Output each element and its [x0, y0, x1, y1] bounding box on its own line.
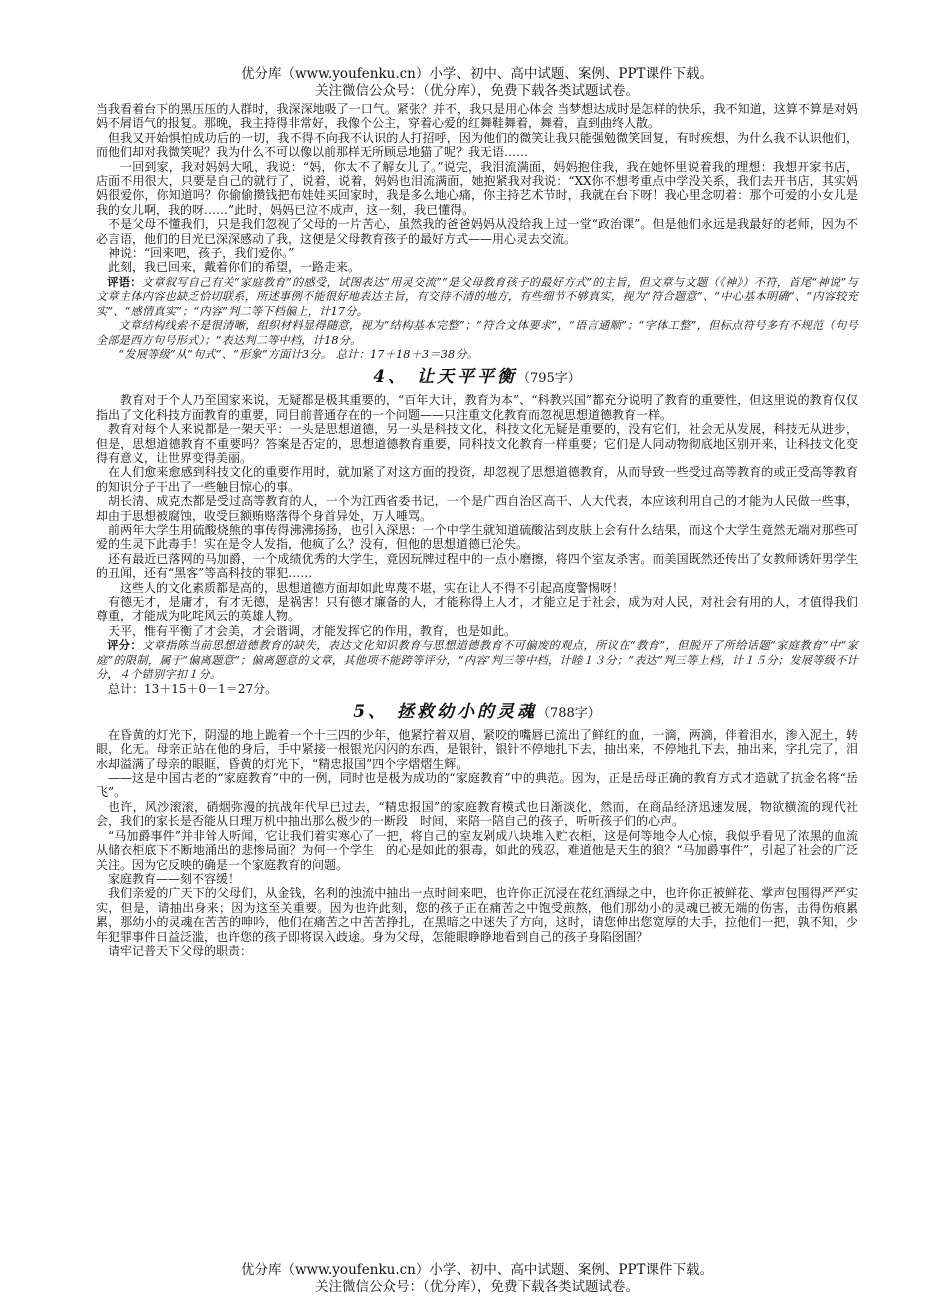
paragraph: “马加爵事件”并非耸人听闻，它让我们着实寒心了一把，将自己的室友剁成八块堆入贮衣柜，这是何等地令人心惊，我似乎看见了浓黑的血流从储衣柜底下不断地涌出的悲惨局面？为何一个学生 的心是如此的狠毒，如此的残忍，难道他是天生的狼？“马加爵事件”，引起了社会的广泛关注。因为它反映的确是一个家庭教育的问题。 — [96, 828, 858, 872]
paragraph: 当我看着台下的黑压压的人群时，我深深地吸了一口气。紧张？并不，我只是用心体会 当梦想达成时是怎样的快乐，我不知道，这算不算是对妈妈不屑语气的报复。那晚，我主持得非常好，我像个公主，穿着心爱的红舞鞋舞着，舞着，直到曲终人散。 — [96, 102, 858, 131]
page-header — [96, 66, 858, 100]
paragraph: 有德无才，是庸才，有才无德，是祸害！只有德才廉备的人，才能称得上人才，才能立足于社会，成为对人民，对社会有用的人，才值得我们尊重，才能成为叱咤风云的英雄人物。 — [96, 595, 858, 624]
comment-block: 文章结构线索不是很清晰，组织材料显得随意，视为“结构基本完整”；“符合文体要求”，“语言通顺”；“字体工整”，但标点符号多有不规范（句号全部是西方句号形式）；“表达判二等中档，计18分。 — [96, 319, 858, 347]
comment-text: 文章指陈当前思想道德教育的缺失，表达文化知识教育与思想道德教育不可偏废的观点，所议在“教育”，但脱开了所给话题“家庭教育”中“家庭”的限制，属于“偏离题意”；偏离题意的文章，其他项不能跨等评分，“内容’判三等中档，计睦１３分；“表达”判三等上档，计１５分；发展等级不计分，４个错别字扣１分。 — [96, 639, 858, 682]
paragraph: 不是父母不懂我们，只是我们忽视了父母的一片苦心，虽然我的爸爸妈妈从没给我上过一堂“政治课”。但是他们永远是我最好的老师，因为不必言语，他们的目光已深深感动了我，这便是父母教育孩子的最好方式——用心灵去交流。 — [96, 217, 858, 246]
paragraph: 但我又开始惧怕成功后的一切，我不得不向我不认识的人打招呼，因为他们的微笑让我只能强勉微笑回复，有时疾想，为什么我不认识他们，而他们却对我微笑呢？我为什么不可以像以前那样无所顾忌地猫了呢？我无语…… — [96, 130, 858, 160]
header-line-1: 优分库（www.youfenku.cn）小学、初中、高中试题、案例、PPT课件下载。 — [240, 66, 714, 82]
footer-line-1: 优分库（www.youfenku.cn）小学、初中、高中试题、案例、PPT课件下载。 — [240, 1262, 714, 1278]
title-text: 5、 拯救幼小的灵魂 — [353, 701, 537, 722]
title-text: 4、 让天平平衡 — [373, 367, 517, 388]
paragraph: ——这是中国古老的“家庭教育”中的一例，同时也是极为成功的“家庭教育”中的典范。因为，正是岳母正确的教育方式才造就了抗金名将“岳飞”。 — [96, 771, 858, 800]
score-total: 总计：13＋15＋0－1＝27分。 — [108, 682, 278, 697]
paragraph: 我们亲爱的广天下的父母们，从金钱，名利的浊流中抽出一点时间来吧，也许你正沉浸在花红酒绿之中，也许你正被鲜花、掌声包围得严严实实，但是，请抽出身来；因为这至关重要。因为也许此刻，您的孩子正在痛苦之中饱受煎熬，他们那幼小的灵魂已被无端的伤害，击得伤痕累累，那幼小的灵魂在苦苦的呻吟，他们在痛苦之中苦苦挣扎，在黑暗之中迷失了方向，这时，请您伸出您宽厚的大手，拉他们一把，孰不知，少年犯罪事件日益泛滥，也许您的孩子即将误入歧途。身为父母，怎能眼睁睁地看到自己的孩子身陷囹圄？ — [96, 886, 858, 944]
paragraph: 教育对每个人来说都是一架天平：一头是思想道德，另一头是科技文化，科技文化无疑是重要的，没有它们，社会无从发展，科技无从进步，但是，思想道德教育不重要吗？答案是否定的，思想道德教育重要，同科技文化教育一样重要；它们是人同动物彻底地区别开来，让科技文化变得有意义，让世界变得美丽。 — [96, 422, 858, 465]
paragraph: 在昏黄的灯光下，阴湿的地上跪着一个十三四的少年，他紧拧着双眉，紧咬的嘴唇已流出了鲜红的血，一滴，两滴，伴着泪水，渗入泥土，转眼，化无。母亲正站在他的身后，手中紧接一根银光闪闪的东西，是银针，银针不停地扎下去，抽出来，不停地扎下去，抽出来，字扎完了，泪水却溢满了母亲的眼眶，昏黄的灯光下，“精忠报国”四个字熠熠生辉。 — [96, 727, 858, 771]
header-line-2: 关注微信公众号：（优分库），免费下载各类试题试卷。 — [315, 83, 639, 99]
comment-label: 评语： — [107, 274, 142, 289]
paragraph: 前两年大学生用硫酸烧熊的事传得沸沸扬扬，也引入深思：一个中学生就知道硫酸沾到皮肤上会有什么结果，而这个大学生竟然无端对那些可爱的生灵下此毒手！实在是令人发指，他疯了么？没有，但他的思想道德已沦失。 — [96, 522, 858, 552]
paragraph: 这些人的文化素质都是高的，思想道德方面却如此卑蔑不堪，实在让人不得不引起高度警惕呀！ — [120, 580, 625, 595]
document-page — [96, 66, 858, 958]
section-title — [96, 364, 858, 392]
footer-line-2: 关注微信公众号：（优分库），免费下载各类试题试卷。 — [315, 1279, 639, 1295]
comment-block — [96, 638, 858, 682]
paragraph: 请牢记普天下父母的职责： — [108, 943, 253, 958]
word-count: （788字） — [536, 705, 601, 721]
paragraph: 一回到家，我对妈妈大吼，我说：“妈，你太不了解女儿了。”说完，我泪流满面，妈妈抱住我，我在她怀里说着我的理想：我想开家书店，店面不用很大，只要是自己的就行了，说着，说着，妈妈也泪流满面，她抱紧我对我说：“XX你不想考重点中学没关系，我们去开书店，其实妈妈很爱你，你知道吗？你偷偷攒钱把布娃娃买回家时，我是多么地心痛，你主持艺术节时，我就在台下呀！我心里念叨着：那个可爱的小女儿是我的女儿啊，我的呀……”此时，妈妈已泣不成声，这一刻，我已懂得。 — [96, 159, 858, 217]
paragraph: 家庭教育——刻不容缓！ — [108, 871, 241, 886]
page-footer — [96, 1262, 858, 1296]
document-body — [96, 102, 858, 958]
paragraph: 在人们愈来愈感到科技文化的重要作用时，就加紧了对这方面的投资，却忽视了思想道德教育，从而导致一些受过高等教育的或正受高等教育的知识分子干出了一些触目惊心的事。 — [96, 465, 858, 494]
paragraph: 胡长清、成克杰都是受过高等教育的人，一个为江西省委书记，一个是广西自治区高干、人大代表，本应该利用自己的才能为人民做一些事，却由于思想被腐蚀，收受巨额贿赂落得个身首异处，万人唾骂。 — [96, 494, 858, 523]
paragraph: 天平，惟有平衡了才会美，才会谐调，才能发挥它的作用，教育，也是如此。 — [108, 623, 517, 638]
word-count: （795字） — [516, 371, 581, 387]
paragraph: 此刻，我已回来，戴着你们的希望，一路走来。 — [108, 260, 361, 275]
paragraph: 神说：“回来吧，孩子，我们爱你。” — [108, 246, 295, 261]
section-title — [96, 699, 858, 727]
paragraph: 还有最近已落网的马加爵，一个成绩优秀的大学生，竟因玩牌过程中的一点小磨擦，将四个室友杀害。而美国既然还传出了女教师诱奸男学生的丑闻，还有“黑客”等高科技的罪犯…… — [96, 551, 858, 581]
paragraph: 也许，风沙滚滚，硝烟弥漫的抗战年代早已过去，“精忠报国”的家庭教育模式也日渐淡化，然而，在商品经济迅速发展，物欲横流的现代社会，我们的家长是否能从日理万机中抽出那么极少的一断段 时间，来陪一陪自己的孩子，听听孩子们的心声。 — [96, 799, 858, 829]
comment-label: 评分： — [107, 638, 143, 653]
score-total: “发展等级”从“句式”、“形象”方面计3分。 总计：17＋18＋3＝38分。 — [118, 347, 479, 361]
comment-block — [96, 275, 858, 319]
paragraph: 教育对于个人乃至国家来说，无疑都是极其重要的，“百年大计，教育为本”、“科教兴国”都充分说明了教育的重要性，但这里说的教育仅仅指出了文化科技方面教育的重要，同目前普通存在的一个问题——只注重文化教育而忽视思想道德教育一样。 — [96, 393, 858, 422]
comment-text: 文章叙写自己有关“家庭教育”的感受，试图表达“用灵交流”“是父母教育孩子的最好方式”的主旨，但文章与文题（《神》）不符，首尾“神说”与文章主体内容也缺乏恰切联系，所述事例不能很好地表达主旨，有交待不清的地方，有些细节不够真实，视为“符合题意”、“中心基本明确”、“内容较充实”、“感情真实”；“内容”判二等下档偏上，计17分。 — [96, 275, 858, 318]
